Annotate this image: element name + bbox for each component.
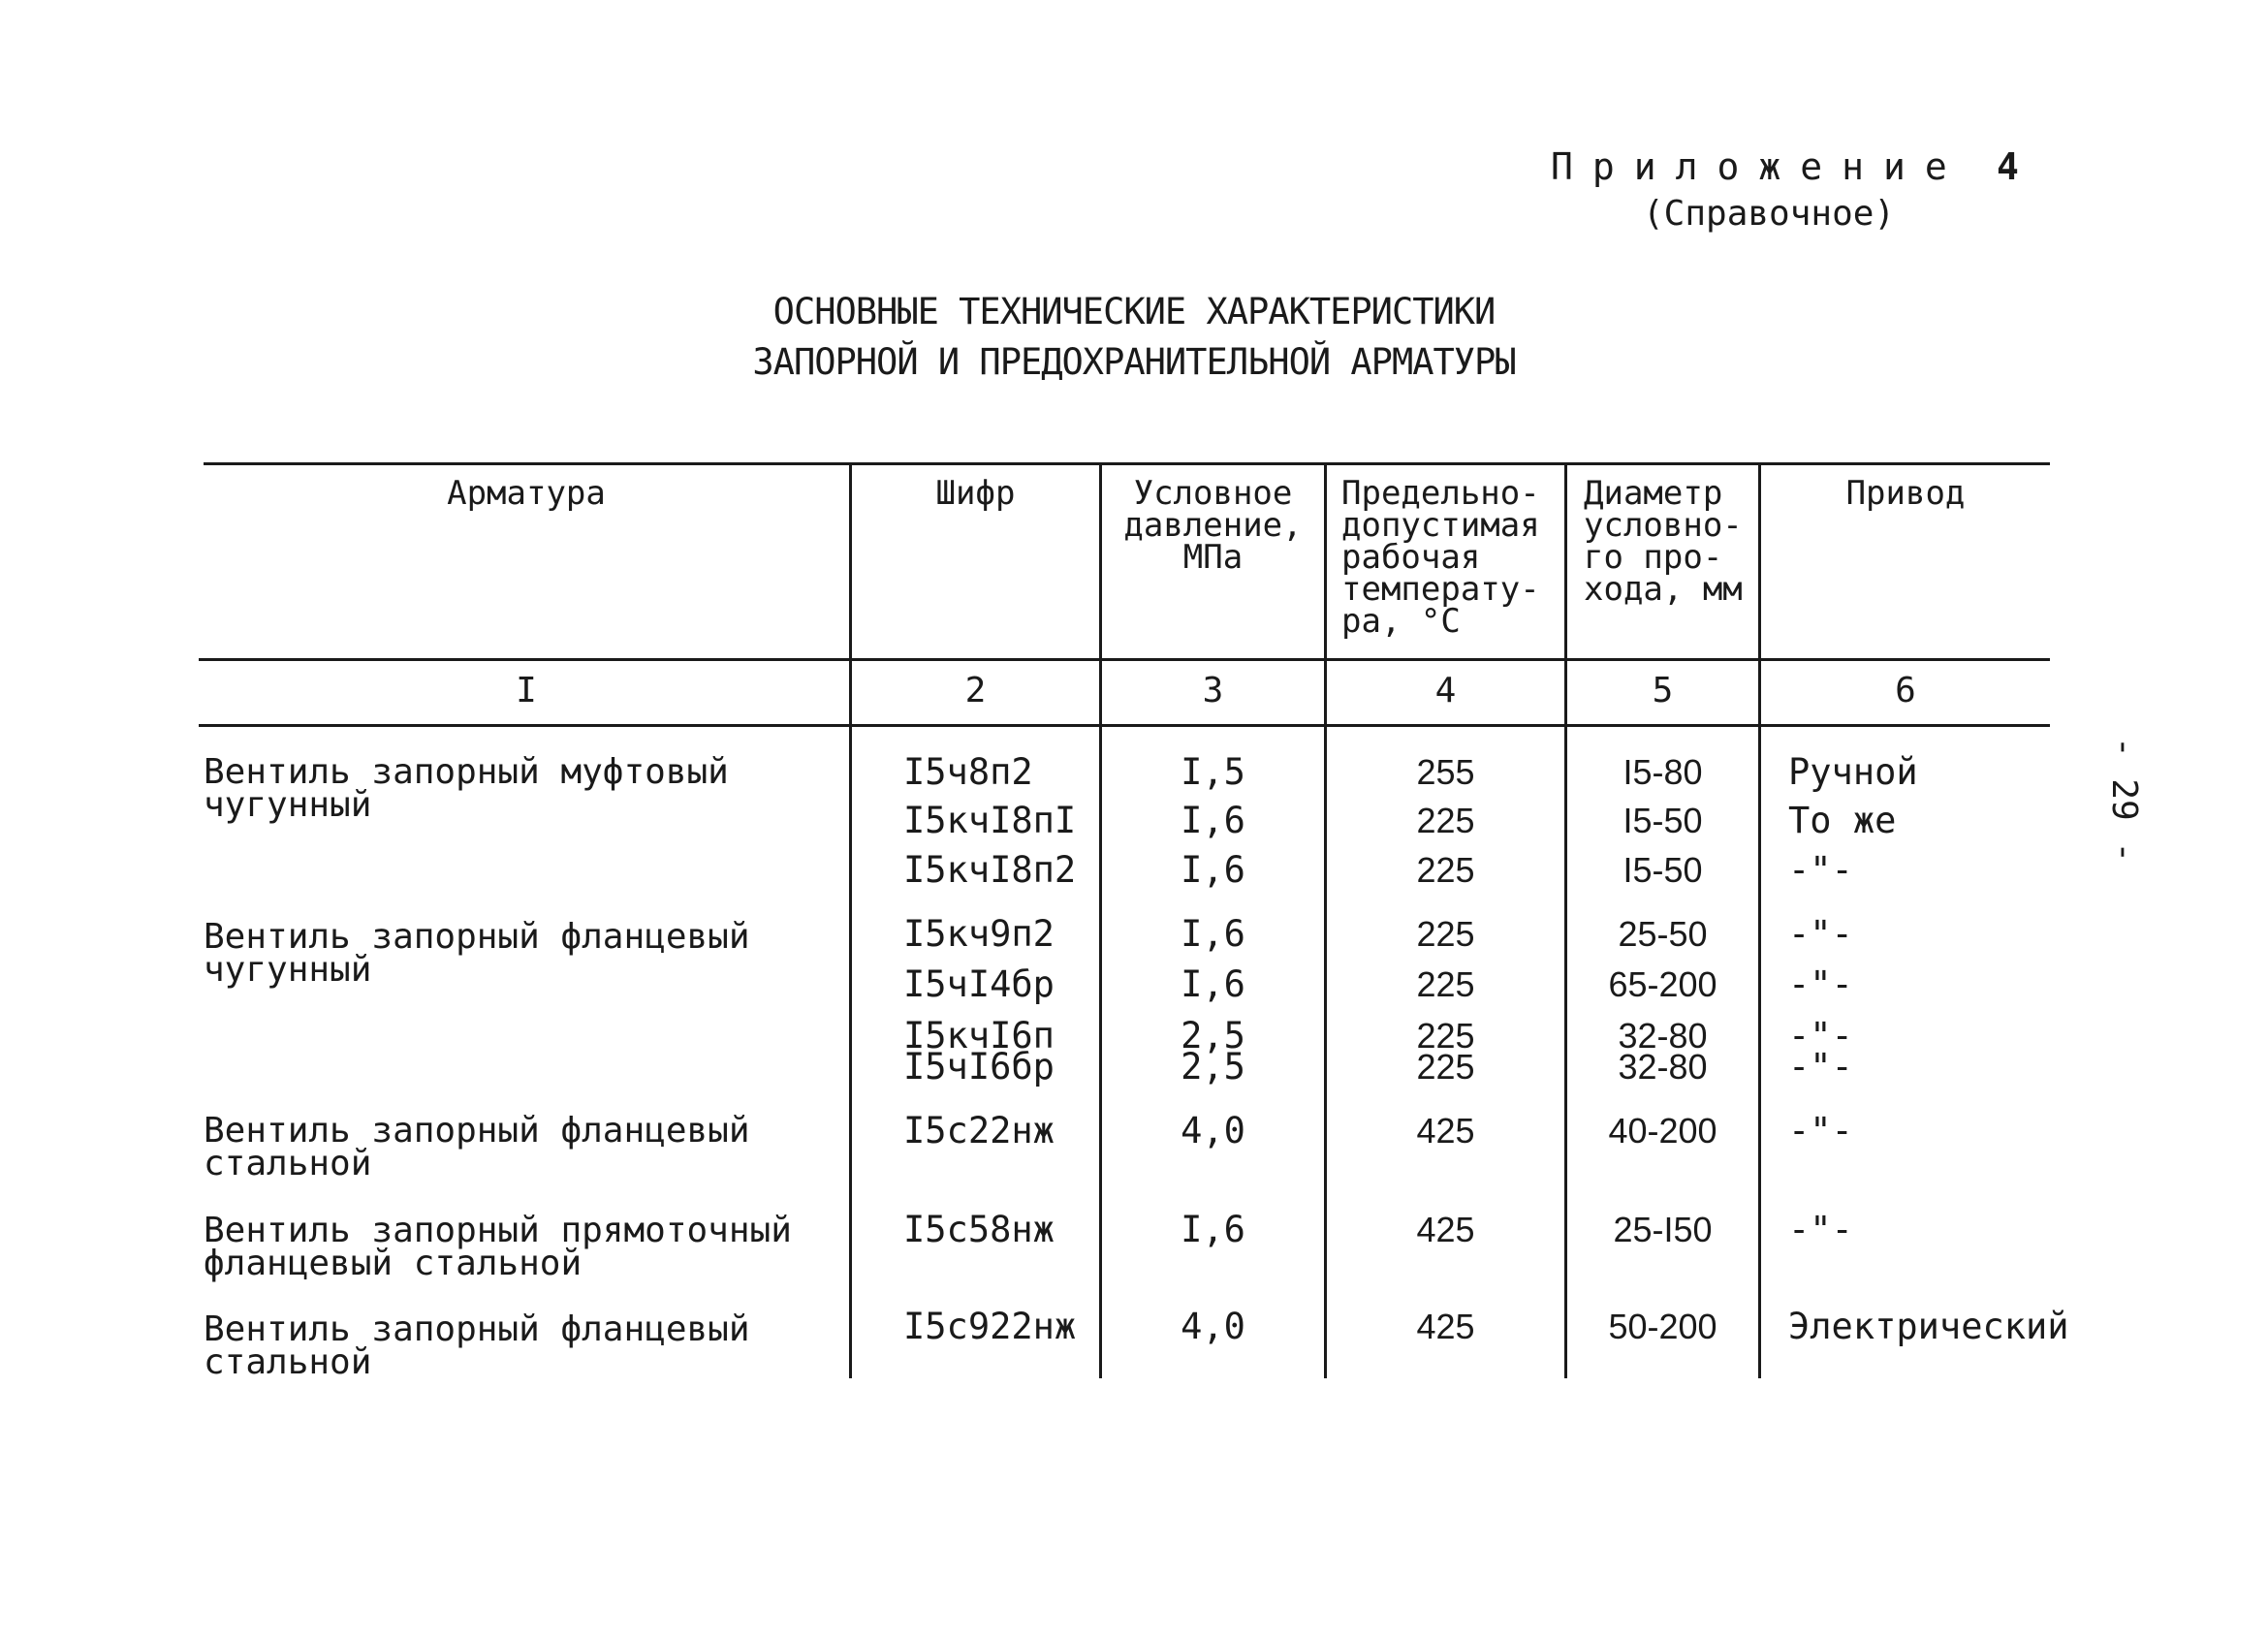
row-drive: -"- <box>1788 1015 1853 1057</box>
group-name: Вентиль запорный прямоточный фланцевый стальной <box>204 1211 792 1283</box>
column-divider-5 <box>1758 462 1761 1378</box>
row-drive: -"- <box>1788 1046 1853 1088</box>
row-temperature: 225 <box>1416 850 1475 890</box>
row-drive: -"- <box>1788 963 1853 1005</box>
row-code: I5с922нж <box>903 1306 1077 1347</box>
appendix-label: Приложение <box>1551 145 1967 188</box>
row-pressure: 4,0 <box>1181 1306 1245 1347</box>
group-name: Вентиль запорный фланцевый стальной <box>204 1309 750 1382</box>
row-diameter: I5-80 <box>1622 752 1703 792</box>
row-code: I5кч9п2 <box>903 913 1055 955</box>
row-temperature: 225 <box>1416 914 1475 954</box>
row-pressure: I,5 <box>1181 751 1245 793</box>
column-header-code: Шифр <box>935 474 1016 513</box>
group-name: Вентиль запорный фланцевый стальной <box>204 1111 750 1183</box>
header-bottom-rule <box>199 658 2050 661</box>
column-header-pressure: Условное давление, МПа <box>1123 474 1303 577</box>
column-header-diameter: Диаметр условно- го про- хода, мм <box>1584 474 1743 609</box>
column-divider-1 <box>849 462 852 1378</box>
row-pressure: 2,5 <box>1181 1046 1245 1088</box>
column-number-6: 6 <box>1895 671 1916 710</box>
row-pressure: I,6 <box>1181 963 1245 1005</box>
row-drive: Электрический <box>1788 1306 2069 1347</box>
row-drive: -"- <box>1788 1110 1853 1151</box>
row-diameter: 25-I50 <box>1613 1210 1713 1249</box>
row-diameter: 32-80 <box>1618 1016 1708 1056</box>
row-code: I5кчI8пI <box>903 800 1077 841</box>
column-number-1: I <box>516 671 537 710</box>
row-drive: -"- <box>1788 1209 1853 1250</box>
colnum-bottom-rule <box>199 724 2050 727</box>
row-diameter: 50-200 <box>1608 1307 1717 1346</box>
row-diameter: I5-50 <box>1622 850 1703 890</box>
row-temperature: 425 <box>1416 1111 1475 1151</box>
column-header-armature: Арматура <box>447 474 606 513</box>
appendix-note: (Справочное) <box>1643 194 1896 234</box>
row-diameter: I5-50 <box>1622 801 1703 840</box>
row-diameter: 25-50 <box>1618 914 1708 954</box>
row-code: I5кчI8п2 <box>903 849 1077 891</box>
row-pressure: 2,5 <box>1181 1015 1245 1057</box>
column-number-4: 4 <box>1434 671 1457 710</box>
row-pressure: 4,0 <box>1181 1110 1245 1151</box>
row-temperature: 255 <box>1416 752 1475 792</box>
row-temperature: 225 <box>1416 1016 1475 1056</box>
group-name: Вентиль запорный муфтовый чугунный <box>204 752 729 825</box>
appendix-number: 4 <box>1997 145 2019 188</box>
row-code: I5чI6бр <box>903 1046 1055 1088</box>
row-drive: -"- <box>1788 913 1853 955</box>
group-name: Вентиль запорный фланцевый чугунный <box>204 917 750 990</box>
row-code: I5кчI6п <box>903 1015 1055 1057</box>
document-title-line-2: ЗАПОРНОЙ И ПРЕДОХРАНИТЕЛЬНОЙ АРМАТУРЫ <box>752 341 1516 383</box>
table-top-rule <box>204 462 2050 465</box>
document-title-line-1: ОСНОВНЫЕ ТЕХНИЧЕСКИЕ ХАРАКТЕРИСТИКИ <box>772 291 1496 332</box>
column-number-3: 3 <box>1202 671 1224 710</box>
row-temperature: 225 <box>1416 801 1475 840</box>
row-diameter: 65-200 <box>1608 964 1717 1004</box>
column-number-5: 5 <box>1652 671 1674 710</box>
row-temperature: 425 <box>1416 1307 1475 1346</box>
row-code: I5с58нж <box>903 1209 1055 1250</box>
row-drive: -"- <box>1788 849 1853 891</box>
column-header-temperature: Предельно- допустимая рабочая температу- ра, °С <box>1341 474 1540 641</box>
row-pressure: I,6 <box>1181 913 1245 955</box>
row-pressure: I,6 <box>1181 800 1245 841</box>
row-diameter: 40-200 <box>1608 1111 1717 1151</box>
row-pressure: I,6 <box>1181 1209 1245 1250</box>
row-temperature: 425 <box>1416 1210 1475 1249</box>
column-number-2: 2 <box>964 671 987 710</box>
row-pressure: I,6 <box>1181 849 1245 891</box>
row-code: I5с22нж <box>903 1110 1055 1151</box>
column-header-drive: Привод <box>1845 474 1966 513</box>
row-temperature: 225 <box>1416 964 1475 1004</box>
row-drive: Ручной <box>1788 751 1918 793</box>
row-diameter: 32-80 <box>1618 1047 1708 1087</box>
row-code: I5ч8п2 <box>903 751 1033 793</box>
row-drive: То же <box>1788 800 1897 841</box>
row-code: I5чI4бр <box>903 963 1055 1005</box>
page-number: - 29 - <box>2104 737 2144 864</box>
row-temperature: 225 <box>1416 1047 1475 1087</box>
